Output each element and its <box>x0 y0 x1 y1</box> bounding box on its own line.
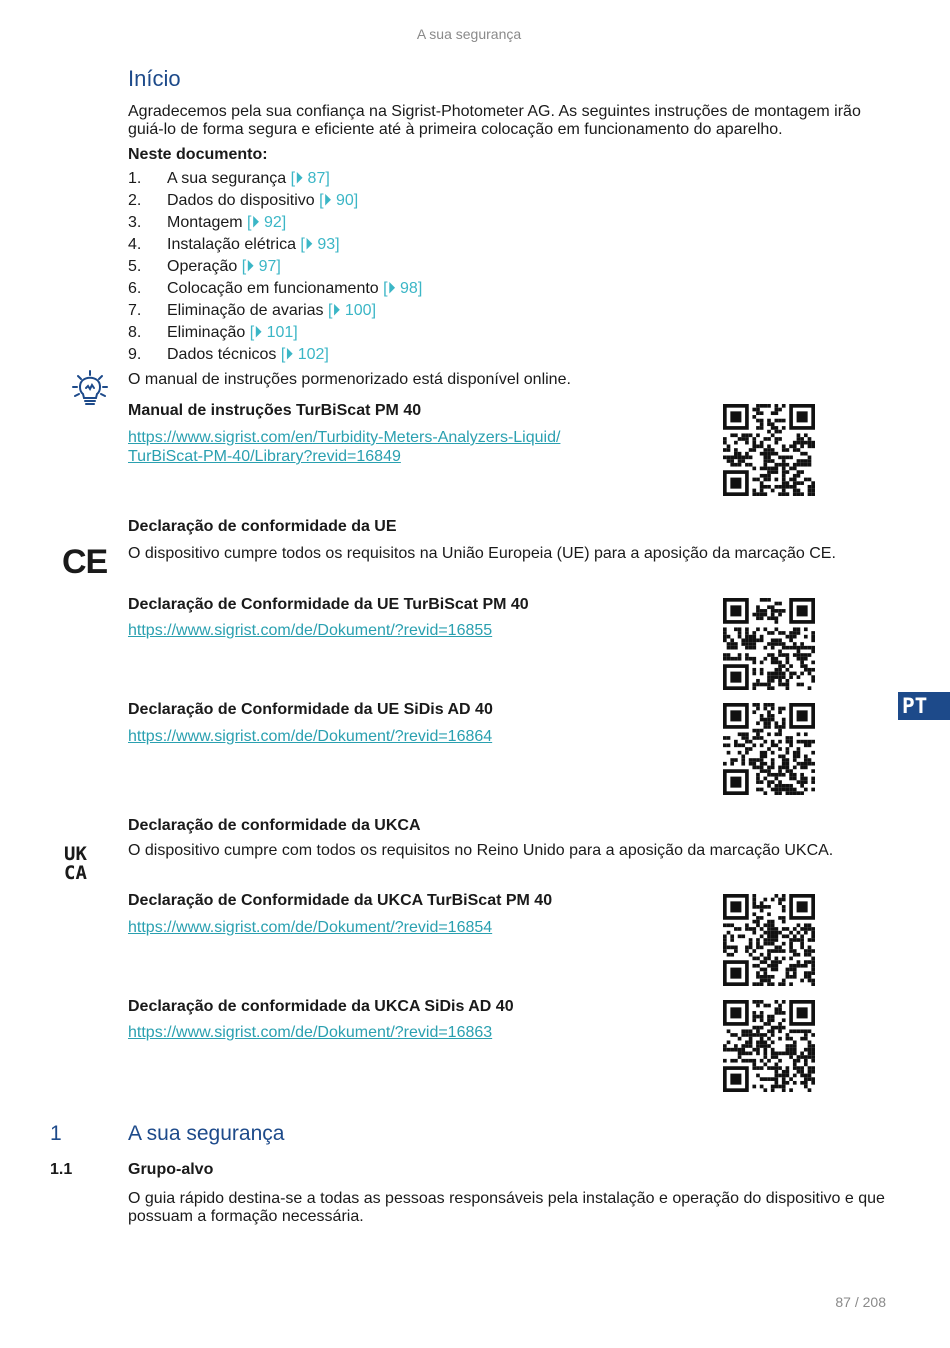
toc-num: 4. <box>128 236 142 253</box>
toc-page-ref[interactable]: [⏵ 100] <box>327 302 377 319</box>
subsection-number: 1.1 <box>50 1161 73 1178</box>
ue-text: O dispositivo cumpre todos os requisitos na União Europeia (UE) para a aposição da marcação CE. <box>128 545 836 562</box>
qr-code-icon <box>723 894 815 986</box>
toc-num: 2. <box>128 192 142 209</box>
toc-title: Eliminação <box>167 324 246 341</box>
ukca-mark-icon <box>64 845 87 883</box>
toc-num: 8. <box>128 324 142 341</box>
toc-num: 5. <box>128 258 142 275</box>
toc-title: Operação <box>167 258 238 275</box>
toc-item[interactable] <box>128 256 628 278</box>
qr-code-icon <box>723 598 815 690</box>
page-header: A sua segurança <box>416 26 522 42</box>
manual-heading: Manual de instruções TurBiScat PM 40 <box>128 402 422 419</box>
toc-item[interactable] <box>128 300 628 322</box>
toc-title: Eliminação de avarias <box>167 302 324 319</box>
toc-title: Instalação elétrica <box>167 236 296 253</box>
link-line[interactable]: https://www.sigrist.com/en/Turbidity-Meters-Analyzers-Liquid/ <box>128 429 561 446</box>
toc-title: Colocação em funcionamento <box>167 280 379 297</box>
qr-code-icon <box>723 404 815 496</box>
intro-paragraph: Agradecemos pela sua confiança na Sigrist-Photometer AG. As seguintes instruções de montagem irão guiá-lo de forma segura e eficiente até à primeira colocação em funcionamento do aparelho. <box>128 103 861 138</box>
toc-title: A sua segurança <box>167 170 287 187</box>
toc-item[interactable] <box>128 234 628 256</box>
toc-page-ref[interactable]: [⏵ 87] <box>290 170 330 187</box>
qr-code-icon <box>723 703 815 795</box>
page-title: Início <box>128 66 181 91</box>
ue-doc2-heading: Declaração de Conformidade da UE SiDis AD 40 <box>128 701 493 718</box>
qr-code-icon <box>723 1000 815 1092</box>
ue-doc2-link[interactable]: https://www.sigrist.com/de/Dokument/?revid=16864 <box>128 728 493 745</box>
toc-num: 3. <box>128 214 142 231</box>
page-number: 87 / 208 <box>835 1294 886 1310</box>
toc-title: Dados técnicos <box>167 346 277 363</box>
subsection-title: Grupo-alvo <box>128 1161 214 1178</box>
toc-item[interactable] <box>128 190 628 212</box>
toc-item[interactable] <box>128 212 628 234</box>
toc-page-ref[interactable]: [⏵ 90] <box>319 192 359 209</box>
ukca-doc2-link[interactable]: https://www.sigrist.com/de/Dokument/?revid=16863 <box>128 1024 493 1041</box>
section-title: A sua segurança <box>128 1122 285 1145</box>
toc-page-ref[interactable]: [⏵ 102] <box>280 346 329 363</box>
toc-heading: Neste documento: <box>128 146 268 163</box>
ukca-doc1-link[interactable]: https://www.sigrist.com/de/Dokument/?revid=16854 <box>128 919 493 936</box>
table-of-contents <box>128 168 628 366</box>
toc-page-ref[interactable]: [⏵ 97] <box>241 258 281 275</box>
ukca-text: O dispositivo cumpre com todos os requisitos no Reino Unido para a aposição da marcação UKCA. <box>128 842 834 859</box>
section-paragraph: O guia rápido destina-se a todas as pessoas responsáveis pela instalação e operação do dispositivo e que possuam a formação necessária. <box>128 1190 885 1225</box>
ukca-heading: Declaração de conformidade da UKCA <box>128 817 421 834</box>
toc-page-ref[interactable]: [⏵ 101] <box>249 324 298 341</box>
section-number: 1 <box>50 1122 62 1145</box>
toc-num: 6. <box>128 280 142 297</box>
toc-title: Montagem <box>167 214 243 231</box>
lightbulb-icon <box>70 369 110 409</box>
ukca-doc1-heading: Declaração de Conformidade da UKCA TurBiScat PM 40 <box>128 892 553 909</box>
toc-page-ref[interactable]: [⏵ 92] <box>247 214 287 231</box>
toc-title: Dados do dispositivo <box>167 192 315 209</box>
toc-num: 7. <box>128 302 142 319</box>
ce-mark-icon: CE <box>62 543 108 581</box>
ukca-mark-line: UK <box>64 843 87 865</box>
link-line[interactable]: TurBiScat-PM-40/Library?revid=16849 <box>128 448 401 465</box>
manual-link[interactable] <box>128 428 560 466</box>
ukca-doc2-heading: Declaração de conformidade da UKCA SiDis AD 40 <box>128 998 514 1015</box>
ue-heading: Declaração de conformidade da UE <box>128 518 397 535</box>
manual-note: O manual de instruções pormenorizado está disponível online. <box>128 371 571 388</box>
toc-num: 1. <box>128 170 142 187</box>
toc-item[interactable] <box>128 278 628 300</box>
ukca-mark-line: CA <box>64 862 87 884</box>
toc-item[interactable] <box>128 322 628 344</box>
toc-num: 9. <box>128 346 142 363</box>
ue-doc1-link[interactable]: https://www.sigrist.com/de/Dokument/?revid=16855 <box>128 622 493 639</box>
language-tab-pt: PT <box>898 692 950 720</box>
toc-item[interactable] <box>128 344 628 366</box>
toc-page-ref[interactable]: [⏵ 93] <box>300 236 340 253</box>
toc-item[interactable] <box>128 168 628 190</box>
toc-page-ref[interactable]: [⏵ 98] <box>383 280 423 297</box>
ue-doc1-heading: Declaração de Conformidade da UE TurBiScat PM 40 <box>128 596 529 613</box>
